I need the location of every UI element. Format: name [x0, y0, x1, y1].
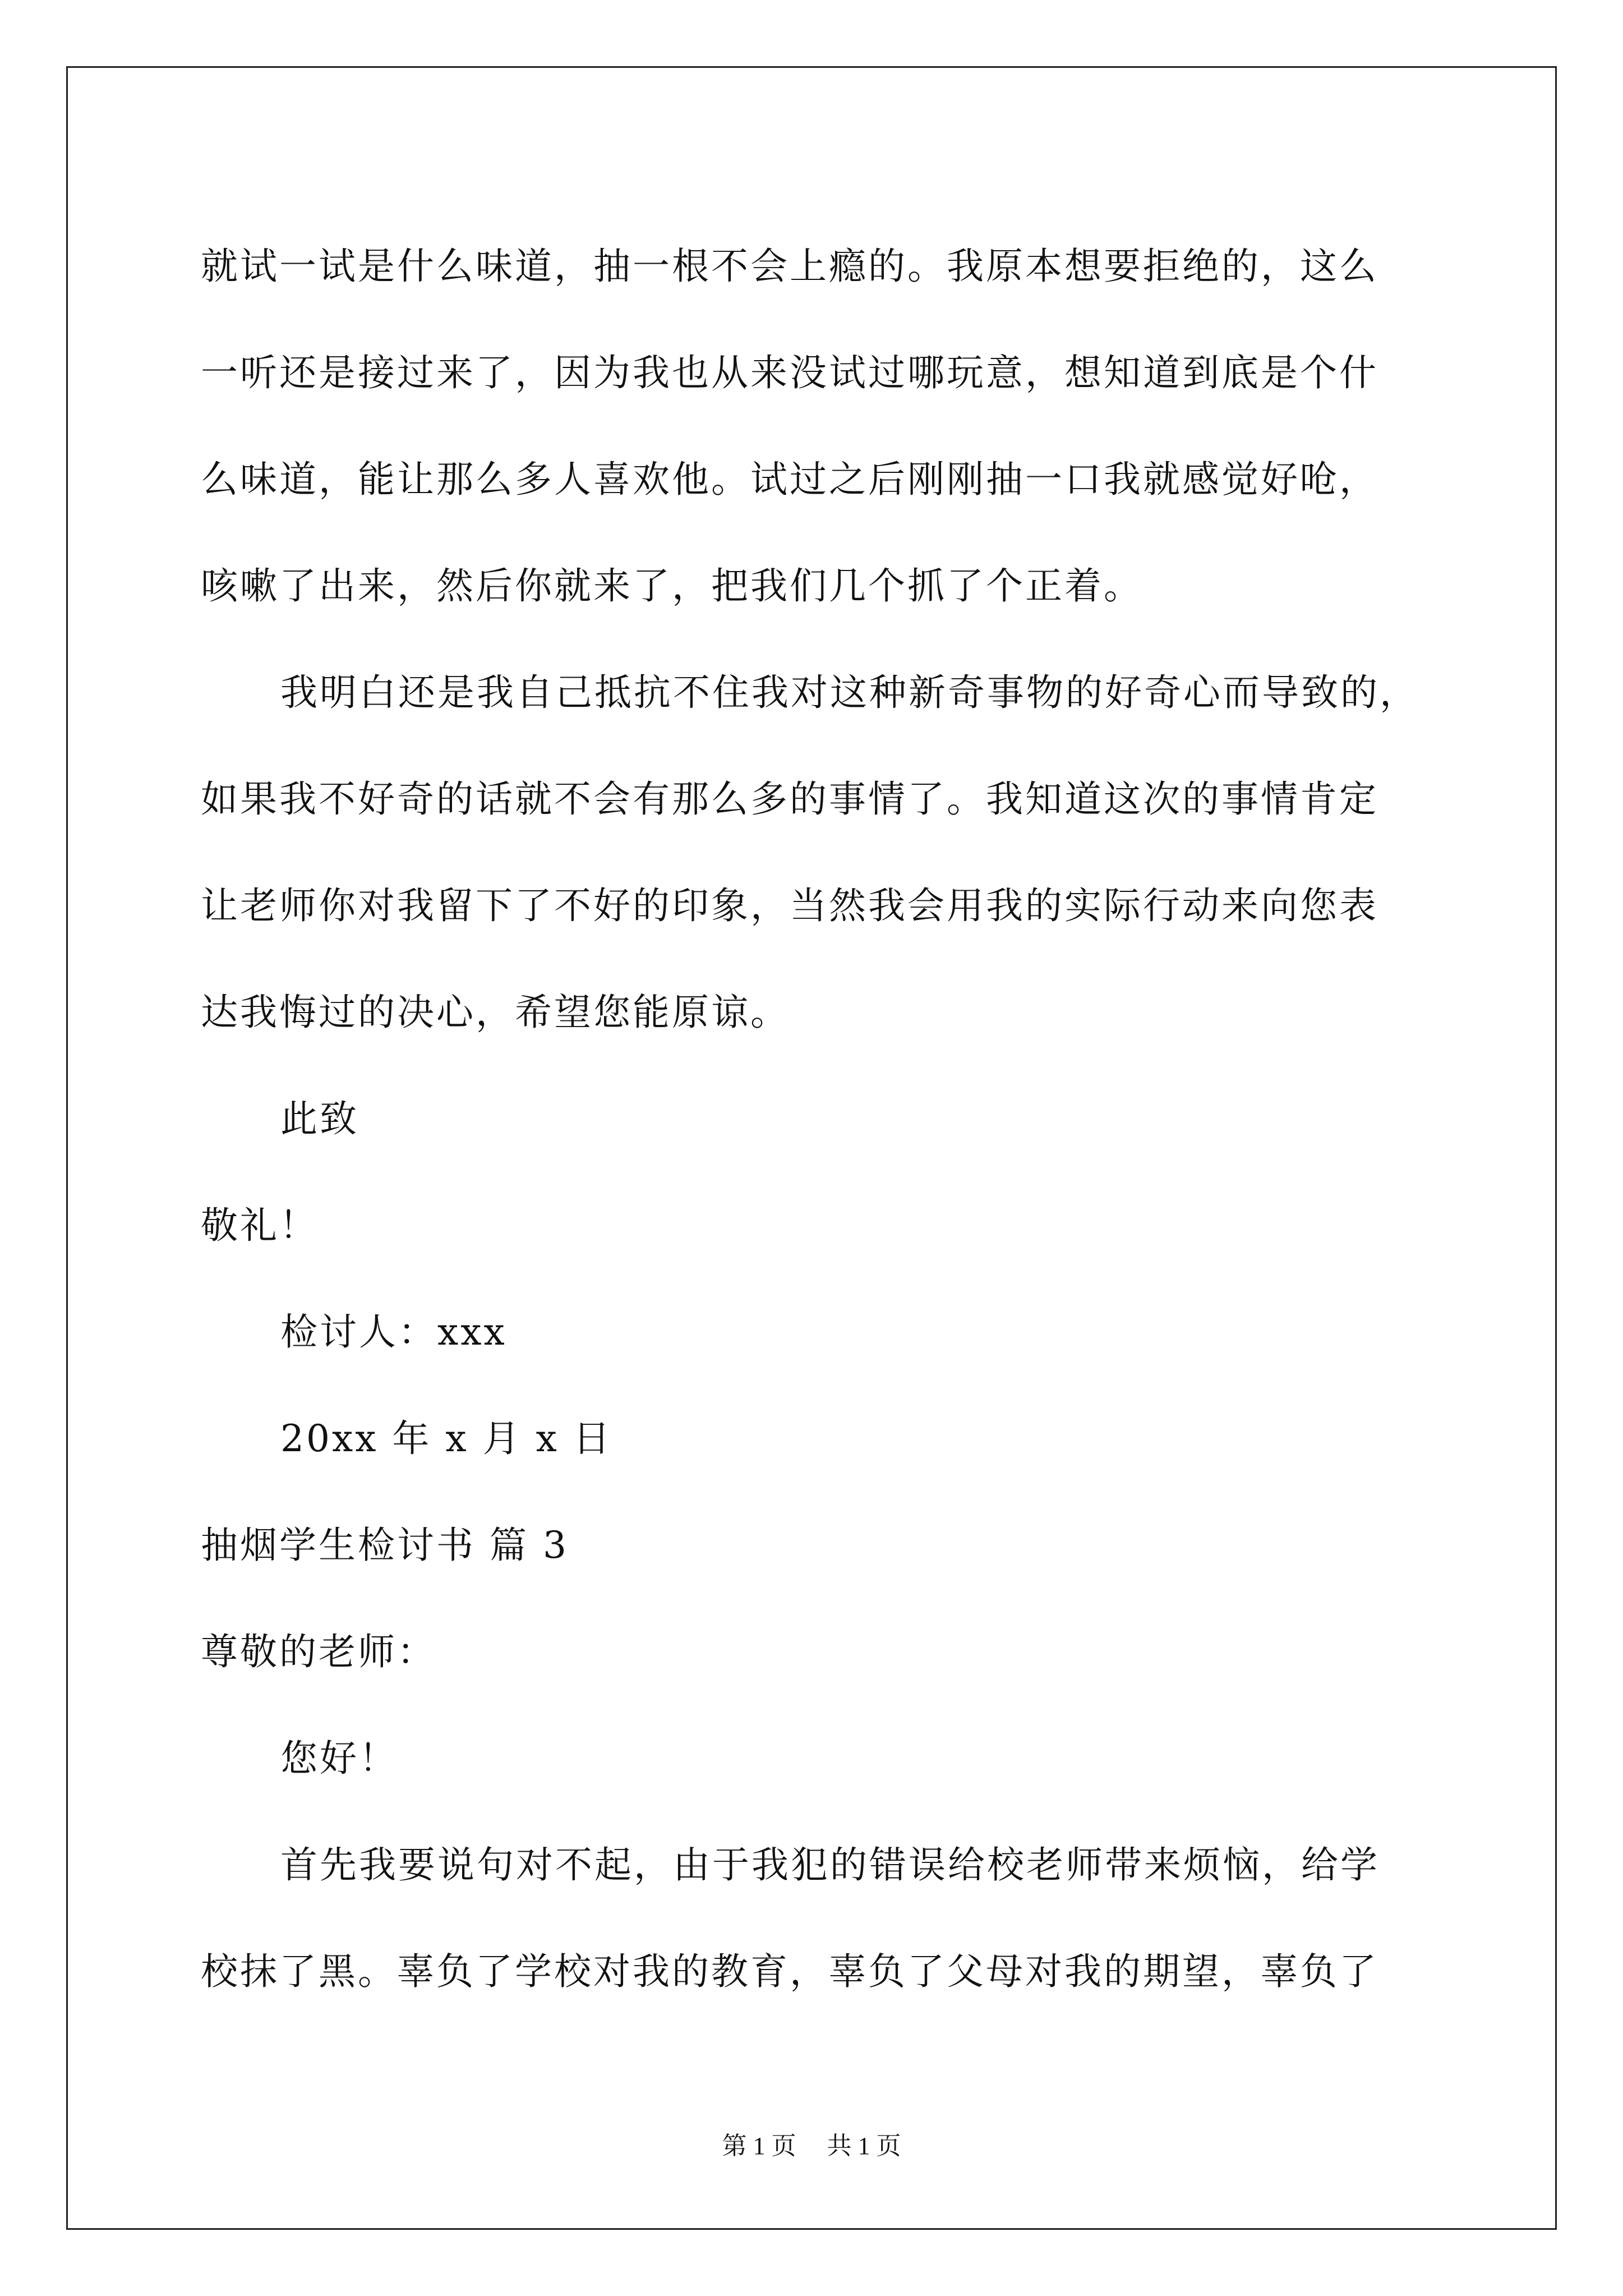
total-pages: 共 1 页	[827, 2132, 901, 2160]
paragraph-line: 咳嗽了出来，然后你就来了，把我们几个抓了个正着。	[201, 564, 1143, 608]
signature-line: 检讨人：xxx	[280, 1310, 507, 1354]
date-line: 20xx 年 x 月 x 日	[280, 1417, 612, 1460]
current-page-number: 第 1 页	[722, 2132, 796, 2160]
paragraph-line: 一听还是接过来了，因为我也从来没试过哪玩意，想知道到底是个什	[201, 351, 1378, 394]
paragraph-line: 首先我要说句对不起，由于我犯的错误给校老师带来烦恼，给学	[280, 1843, 1380, 1887]
paragraph-line: 我明白还是我自己抵抗不住我对这种新奇事物的好奇心而导致的，	[280, 671, 1419, 714]
paragraph-line: 就试一试是什么味道，抽一根不会上瘾的。我原本想要拒绝的，这么	[201, 245, 1378, 288]
page-footer	[0, 2129, 1623, 2163]
paragraph-line: 达我悔过的决心，希望您能原谅。	[201, 991, 790, 1034]
salutation: 尊敬的老师：	[201, 1630, 436, 1673]
salutation-closing: 敬礼！	[201, 1204, 319, 1247]
paragraph-line: 校抹了黑。辜负了学校对我的教育，辜负了父母对我的期望，辜负了	[201, 1950, 1378, 1993]
section-title: 抽烟学生检讨书 篇 3	[201, 1524, 569, 1567]
paragraph-line: 让老师你对我留下了不好的印象，当然我会用我的实际行动来向您表	[201, 884, 1378, 927]
paragraph-line: 么味道，能让那么多人喜欢他。试过之后刚刚抽一口我就感觉好呛，	[201, 458, 1378, 501]
paragraph-line: 如果我不好奇的话就不会有那么多的事情了。我知道这次的事情肯定	[201, 777, 1378, 821]
document-body	[201, 213, 1440, 2025]
closing-phrase: 此致	[280, 1097, 359, 1140]
greeting: 您好！	[280, 1737, 398, 1780]
